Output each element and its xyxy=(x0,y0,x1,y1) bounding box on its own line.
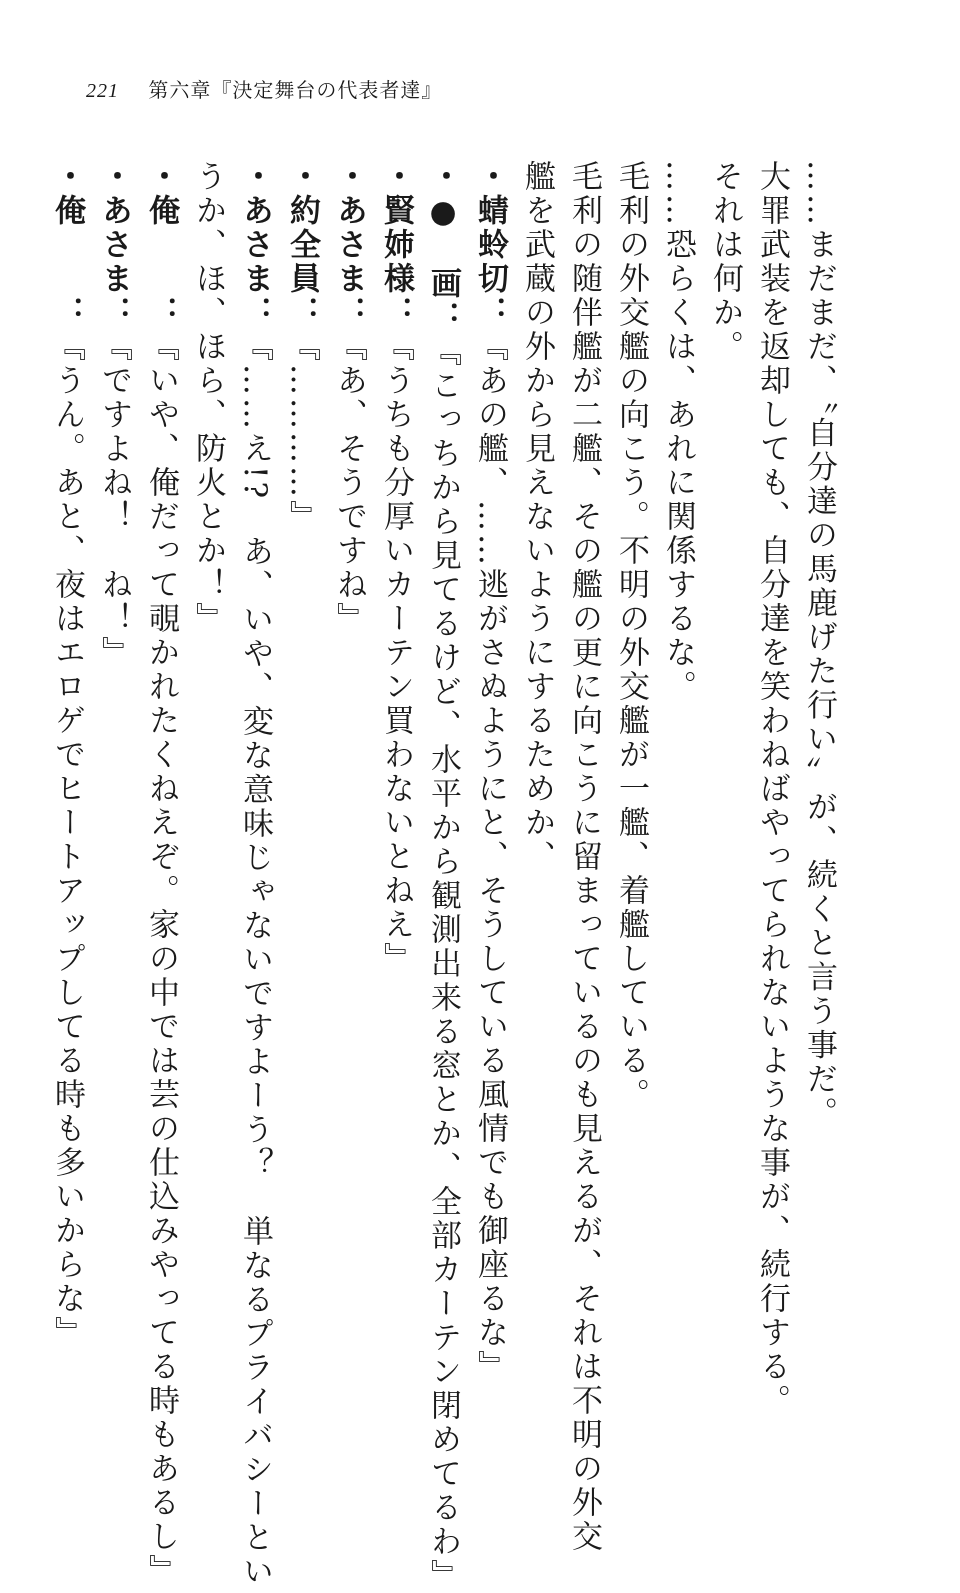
speaker-name: ・蜻蛉切： xyxy=(472,160,508,330)
text-line: それは何か。 xyxy=(707,160,743,364)
dialogue-line: ・蜻蛉切：『あの艦、……逃がさぬようにと、そうしている風情でも御座るな』 xyxy=(472,160,508,1384)
dialogue-line: ・俺 ：『うん。あと、夜はエロゲでヒートアップしてる時も多いからな』 xyxy=(49,160,85,1350)
text-line: 毛利の外交艦の向こう。不明の外交艦が一艦、着艦している。 xyxy=(613,160,649,1112)
speaker-name: ・あさま： xyxy=(96,160,132,330)
text-line: 艦を武蔵の外から見えないようにするためか、 xyxy=(519,160,555,874)
running-header xyxy=(86,74,442,103)
dialogue-line: ・約全員：『…………』 xyxy=(284,160,320,534)
dialogue-line: ・賢姉様：『うちも分厚いカーテン買わないとねえ』 xyxy=(378,160,414,976)
speaker-name: ・● 画： xyxy=(425,160,461,335)
page-number: 221 xyxy=(86,80,119,102)
chapter-title: 第六章『決定舞台の代表者達』 xyxy=(148,78,443,102)
dialogue-line: ・俺 ：『いや、俺だって覗かれたくねえぞ。家の中では芸の仕込みやってる時もあるし』 xyxy=(143,160,179,1588)
speaker-name: ・俺 ： xyxy=(143,160,179,330)
vertical-body-text xyxy=(43,160,842,1593)
text-line: ……恐らくは、あれに関係するな。 xyxy=(660,160,696,704)
speaker-name: ・俺 ： xyxy=(49,160,85,330)
text-line: 大罪武装を返却しても、自分達を笑わねばやってられないような事が、続行する。 xyxy=(754,160,790,1418)
text-line: ……まだまだ、〝自分達の馬鹿げた行い〟が、続くと言う事だ。 xyxy=(801,160,837,1131)
speaker-name: ・あさま： xyxy=(237,160,273,330)
text-line: 毛利の随伴艦が二艦、その艦の更に向こうに留まっているのも見えるが、それは不明の外交 xyxy=(566,160,602,1554)
speaker-name: ・あさま： xyxy=(331,160,367,330)
dialogue-line: ・あさま：『ですよね！ ね！』 xyxy=(96,160,132,670)
dialogue-line: うか、ほ、ほら、防火とか！』 xyxy=(190,160,226,636)
dialogue-line: ・● 画：『こっちから見てるけど、水平から観測出来る窓とか、全部カーテン閉めてるわ』 xyxy=(425,160,461,1593)
speaker-name: ・約全員： xyxy=(284,160,320,330)
speaker-name: ・賢姉様： xyxy=(378,160,414,330)
dialogue-line: ・あさま：『……え!? あ、いや、変な意味じゃないですよーう？ 単なるプライバシーとい xyxy=(237,160,273,1590)
dialogue-line: ・あさま：『あ、そうですね』 xyxy=(331,160,367,636)
